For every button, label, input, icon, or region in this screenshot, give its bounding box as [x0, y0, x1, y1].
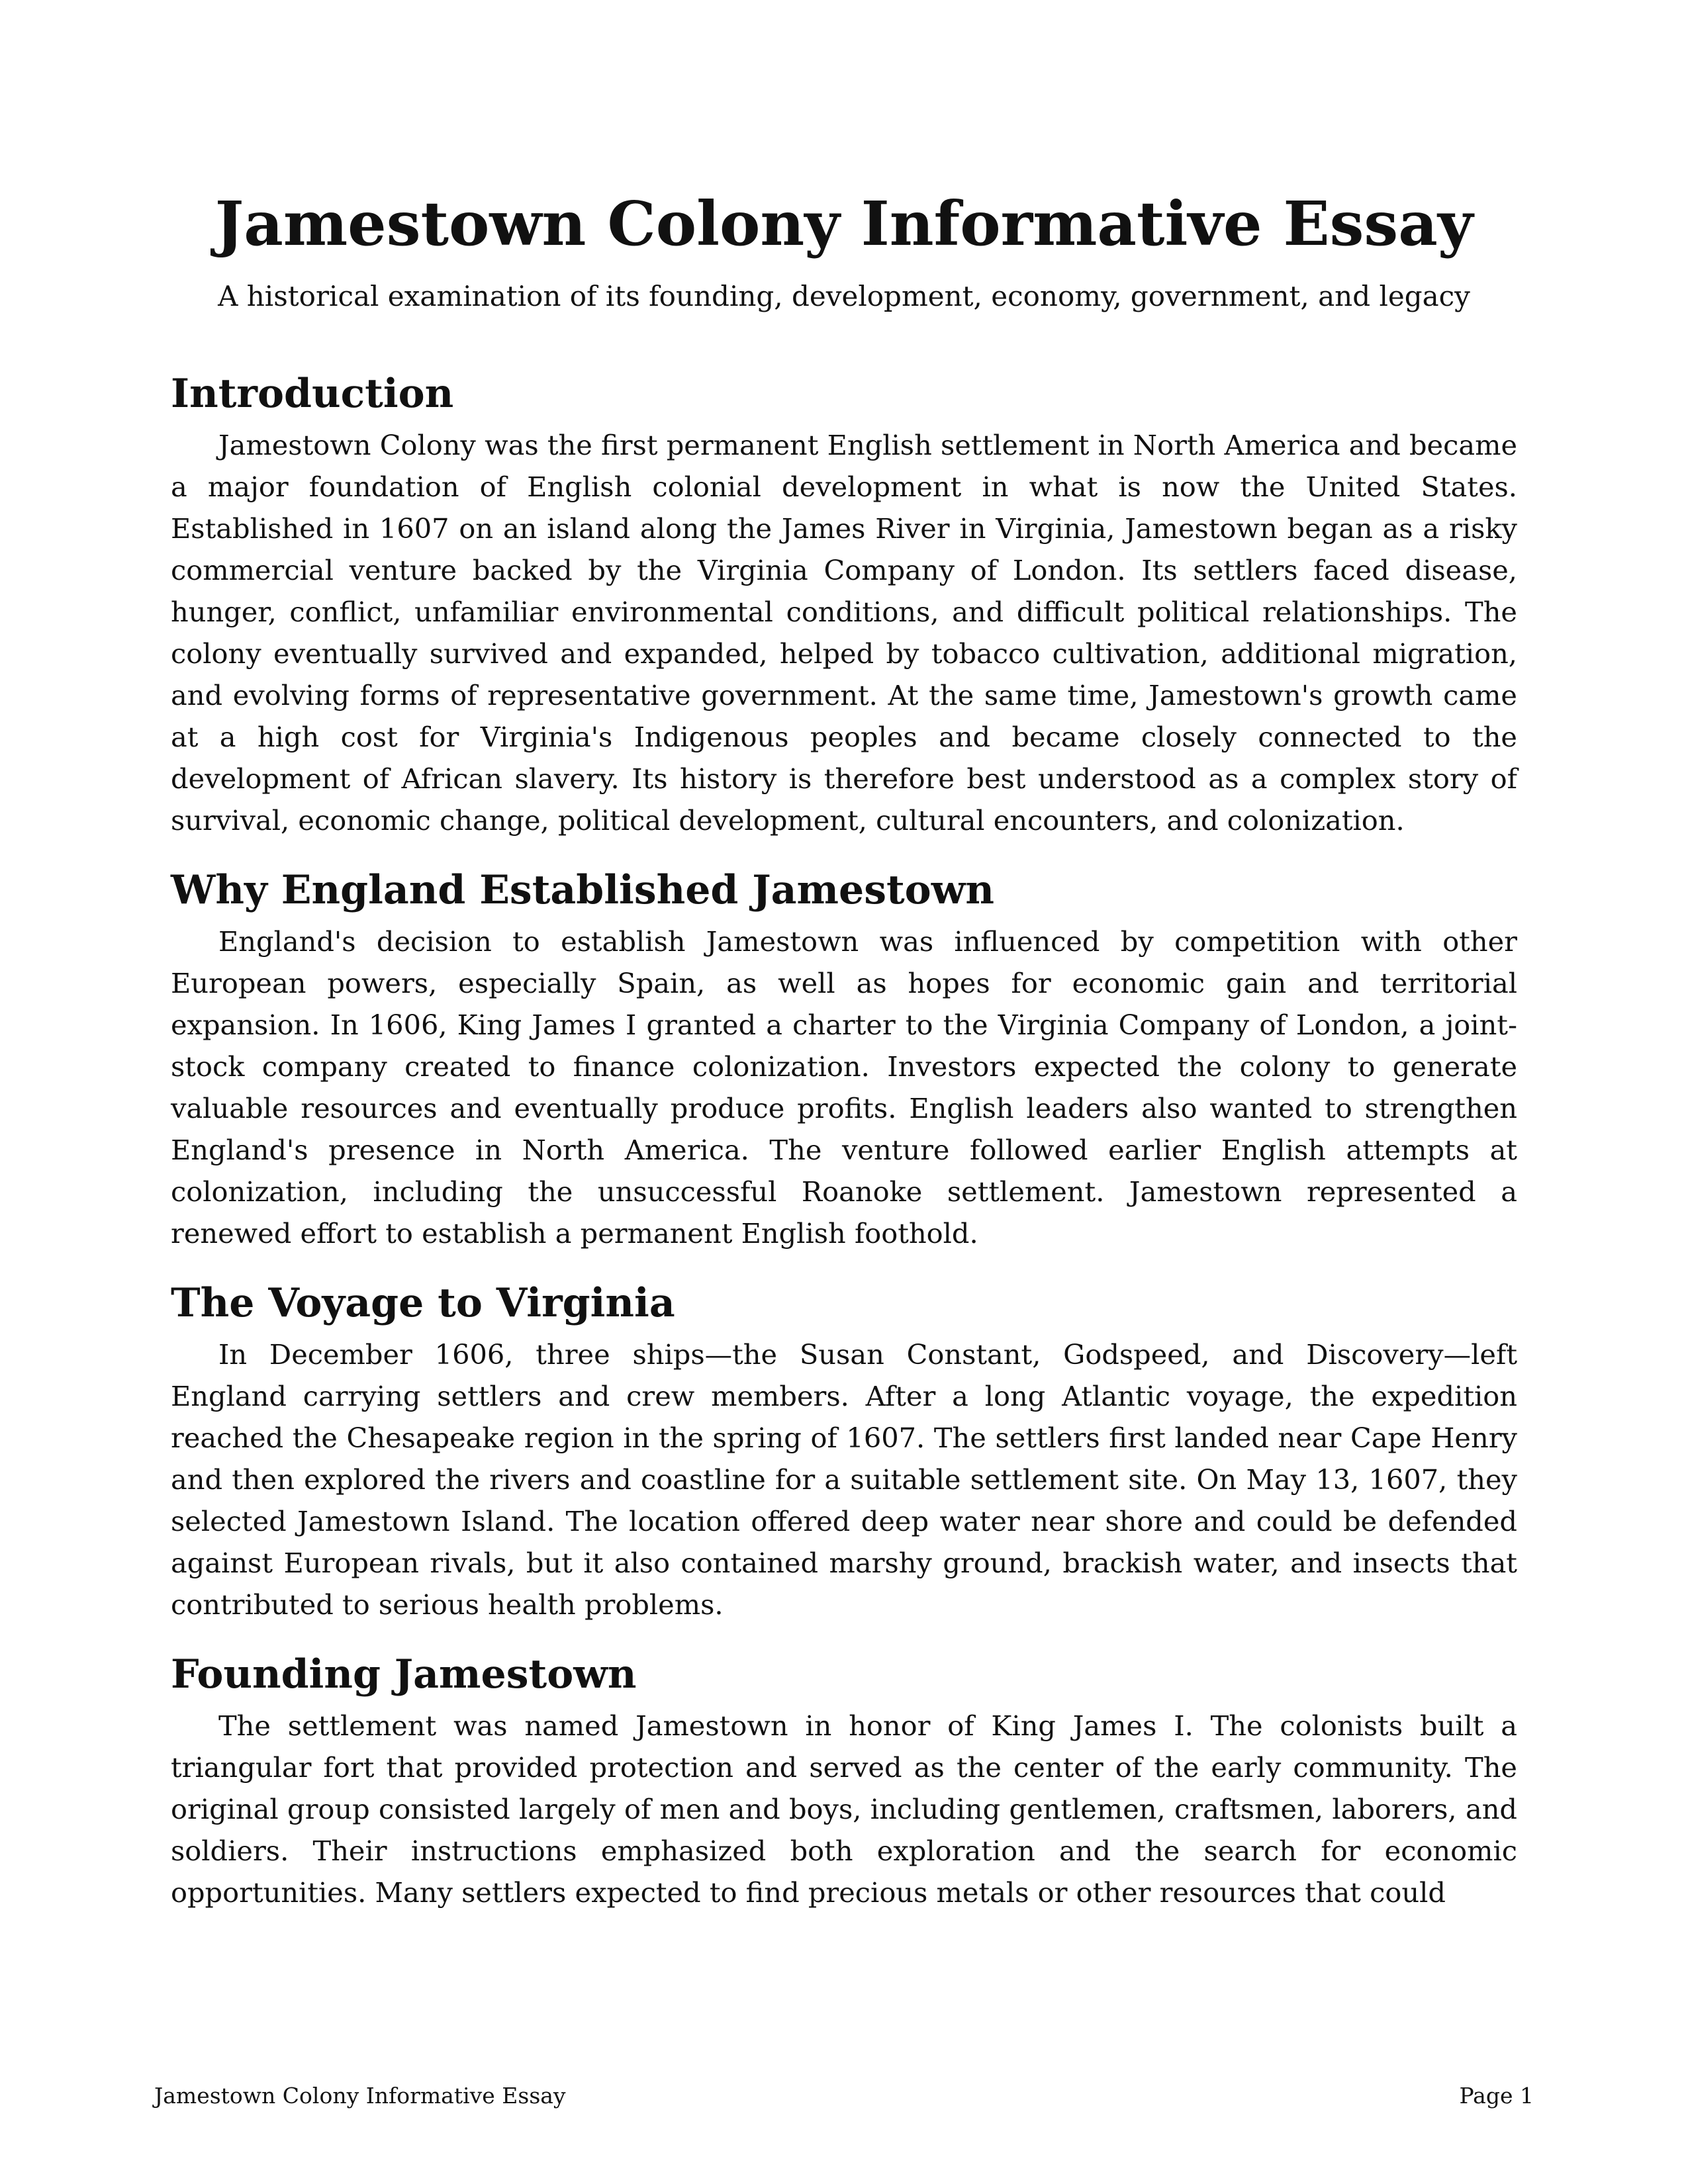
section-paragraph: In December 1606, three ships—the Susan Constant, Godspeed, and Discovery—left England carrying settlers and crew members. After a long Atlantic voyage, the expedition reached the Chesapeake region in the spring of 1607. The settlers first landed near Cape Henry and then explored the rivers and coastline for a suitable settlement site. On May 13, 1607, they selected Jamestown Island. The location offered deep water near shore and could be defended against European rivals, but it also contained marshy ground, brackish water, and insects that contributed to serious health problems. [171, 1338, 1517, 1621]
section-introduction [171, 367, 1517, 841]
section-heading: Founding Jamestown [171, 1651, 637, 1698]
page-number: Page 1 [1459, 2083, 1534, 2109]
section-paragraph: The settlement was named Jamestown in honor of King James I. The colonists built a triangular fort that provided protection and served as the center of the early community. The original group consisted largely of men and boys, including gentlemen, craftsmen, laborers, and soldiers. Their instructions emphasized both exploration and the search for economic opportunities. Many settlers expected to find precious metals or other resources that could [171, 1709, 1517, 1909]
section-paragraph: England's decision to establish Jamestown was influenced by competition with other European powers, especially Spain, as well as hopes for economic gain and territorial expansion. In 1606, King James I granted a charter to the Virginia Company of London, a joint-stock company created to finance colonization. Investors expected the colony to generate valuable resources and eventually produce profits. English leaders also wanted to strengthen England's presence in North America. The venture followed earlier English attempts at colonization, including the unsuccessful Roanoke settlement. Jamestown represented a renewed effort to establish a permanent English foothold. [171, 925, 1517, 1250]
section-paragraph: Jamestown Colony was the first permanent English settlement in North America and became a major foundation of English colonial development in what is now the United States. Established in 1607 on an island along the James River in Virginia, Jamestown began as a risky commercial venture backed by the Virginia Company of London. Its settlers faced disease, hunger, conflict, unfamiliar environmental conditions, and difficult political relationships. The colony eventually survived and expanded, helped by tobacco cultivation, additional migration, and evolving forms of representative government. At the same time, Jamestown's growth came at a high cost for Virginia's Indigenous peoples and became closely connected to the development of African slavery. Its history is therefore best understood as a complex story of survival, economic change, political development, cultural encounters, and colonization. [171, 429, 1517, 837]
document-subtitle: A historical examination of its founding, development, economy, government, and legacy [218, 280, 1470, 312]
section-heading: Why England Established Jamestown [171, 867, 994, 913]
section-founding [171, 1648, 1517, 1913]
section-voyage [171, 1277, 1517, 1625]
section-heading: Introduction [171, 371, 454, 417]
document-title: Jamestown Colony Informative Essay [214, 188, 1474, 259]
essay-content [171, 367, 1517, 1913]
section-heading: The Voyage to Virginia [171, 1280, 675, 1326]
footer-document-title: Jamestown Colony Informative Essay [154, 2083, 566, 2109]
section-why-england [171, 864, 1517, 1254]
